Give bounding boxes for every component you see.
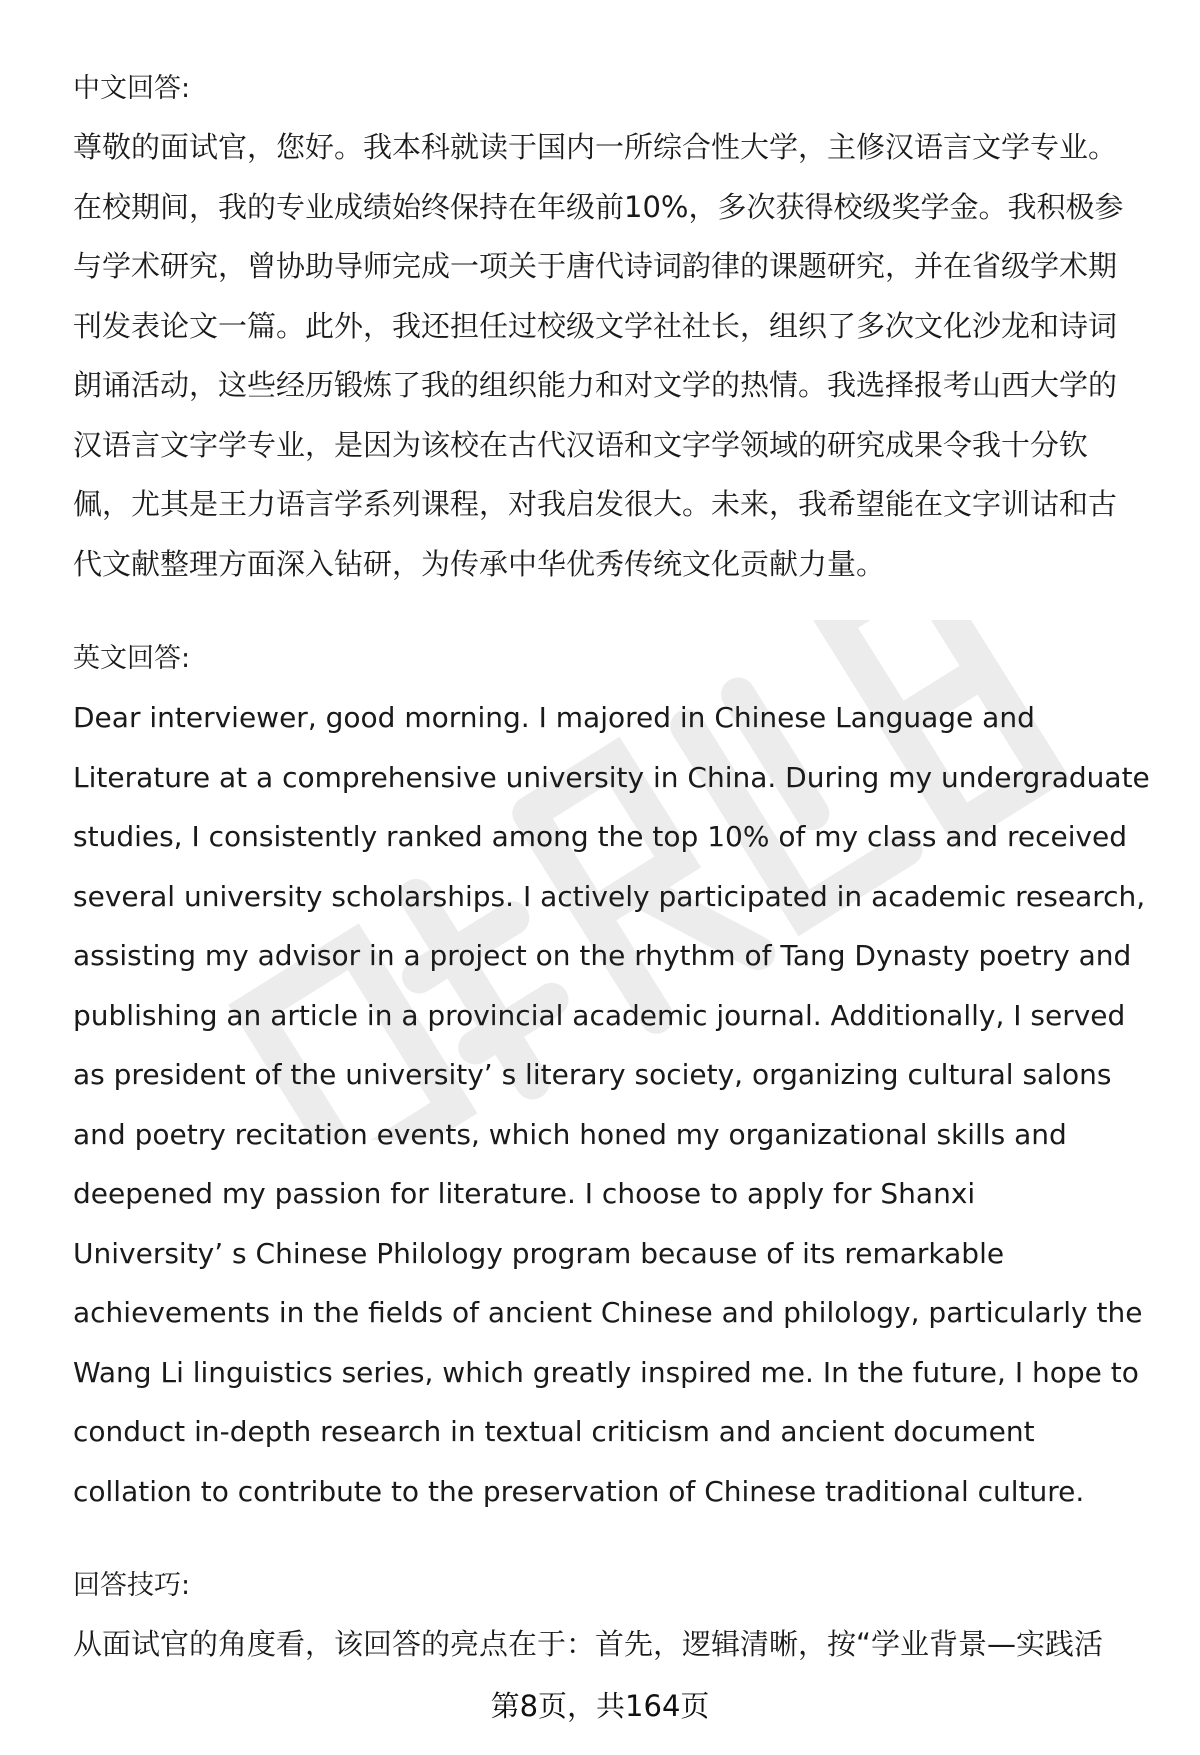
english-line: Dear interviewer, good morning. I majored in Chinese Language and [73,701,1035,734]
chinese-answer-body [73,118,1153,594]
document-page [73,60,1153,1675]
chinese-line: 与学术研究，曾协助导师完成一项关于唐代诗词韵律的课题研究，并在省级学术期 [73,249,1118,283]
chinese-line: 朗诵活动，这些经历锻炼了我的组织能力和对文学的热情。我选择报考山西大学的 [73,368,1118,402]
english-answer-body [73,688,1153,1521]
chinese-line: 在校期间，我的专业成绩始终保持在年级前10%，多次获得校级奖学金。我积极参 [73,189,1124,224]
chinese-answer-label: 中文回答: [73,73,191,104]
tips-line: 从面试官的角度看，该回答的亮点在于：首先，逻辑清晰，按“学业背景—实践活 [73,1627,1104,1661]
chinese-line: 代文献整理方面深入钻研，为传承中华优秀传统文化贡献力量。 [73,546,886,581]
english-line: University’ s Chinese Philology program because of its remarkable [73,1236,1005,1270]
english-answer-label: 英文回答: [73,643,191,674]
chinese-line: 汉语言文字学专业，是因为该校在古代汉语和文字学领域的研究成果令我十分钦 [73,427,1089,462]
english-line: deepened my passion for literature. I choose to apply for Shanxi [73,1177,976,1210]
english-line: publishing an article in a provincial academic journal. Additionally, I served [73,998,1126,1032]
english-line: studies, I consistently ranked among the top 10% of my class and received [73,820,1128,853]
english-line: Literature at a comprehensive university in China. During my undergraduate [73,760,1150,794]
chinese-line: 尊敬的面试官，您好。我本科就读于国内一所综合性大学，主修汉语言文学专业。 [73,130,1118,164]
page-indicator: 第8页，共164页 [490,1689,710,1723]
english-line: conduct in-depth research in textual criticism and ancient document [73,1415,1035,1448]
chinese-line: 佩，尤其是王力语言学系列课程，对我启发很大。未来，我希望能在文字训诂和古 [73,487,1118,521]
english-line: collation to contribute to the preservation of Chinese traditional culture. [73,1474,1085,1508]
english-line: several university scholarships. I actively participated in academic research, [73,879,1146,913]
answer-tips-label: 回答技巧: [73,1570,191,1601]
english-line: as president of the university’ s literary society, organizing cultural salons [73,1058,1112,1091]
english-line: and poetry recitation events, which honed my organizational skills and [73,1117,1067,1151]
english-line: achievements in the fields of ancient Chinese and philology, particularly the [73,1296,1143,1329]
english-line: Wang Li linguistics series, which greatly inspired me. In the future, I hope to [73,1355,1139,1389]
answer-tips-body [73,1615,1153,1675]
chinese-line: 刊发表论文一篇。此外，我还担任过校级文学社社长，组织了多次文化沙龙和诗词 [73,308,1118,343]
english-line: assisting my advisor in a project on the rhythm of Tang Dynasty poetry and [73,939,1132,972]
